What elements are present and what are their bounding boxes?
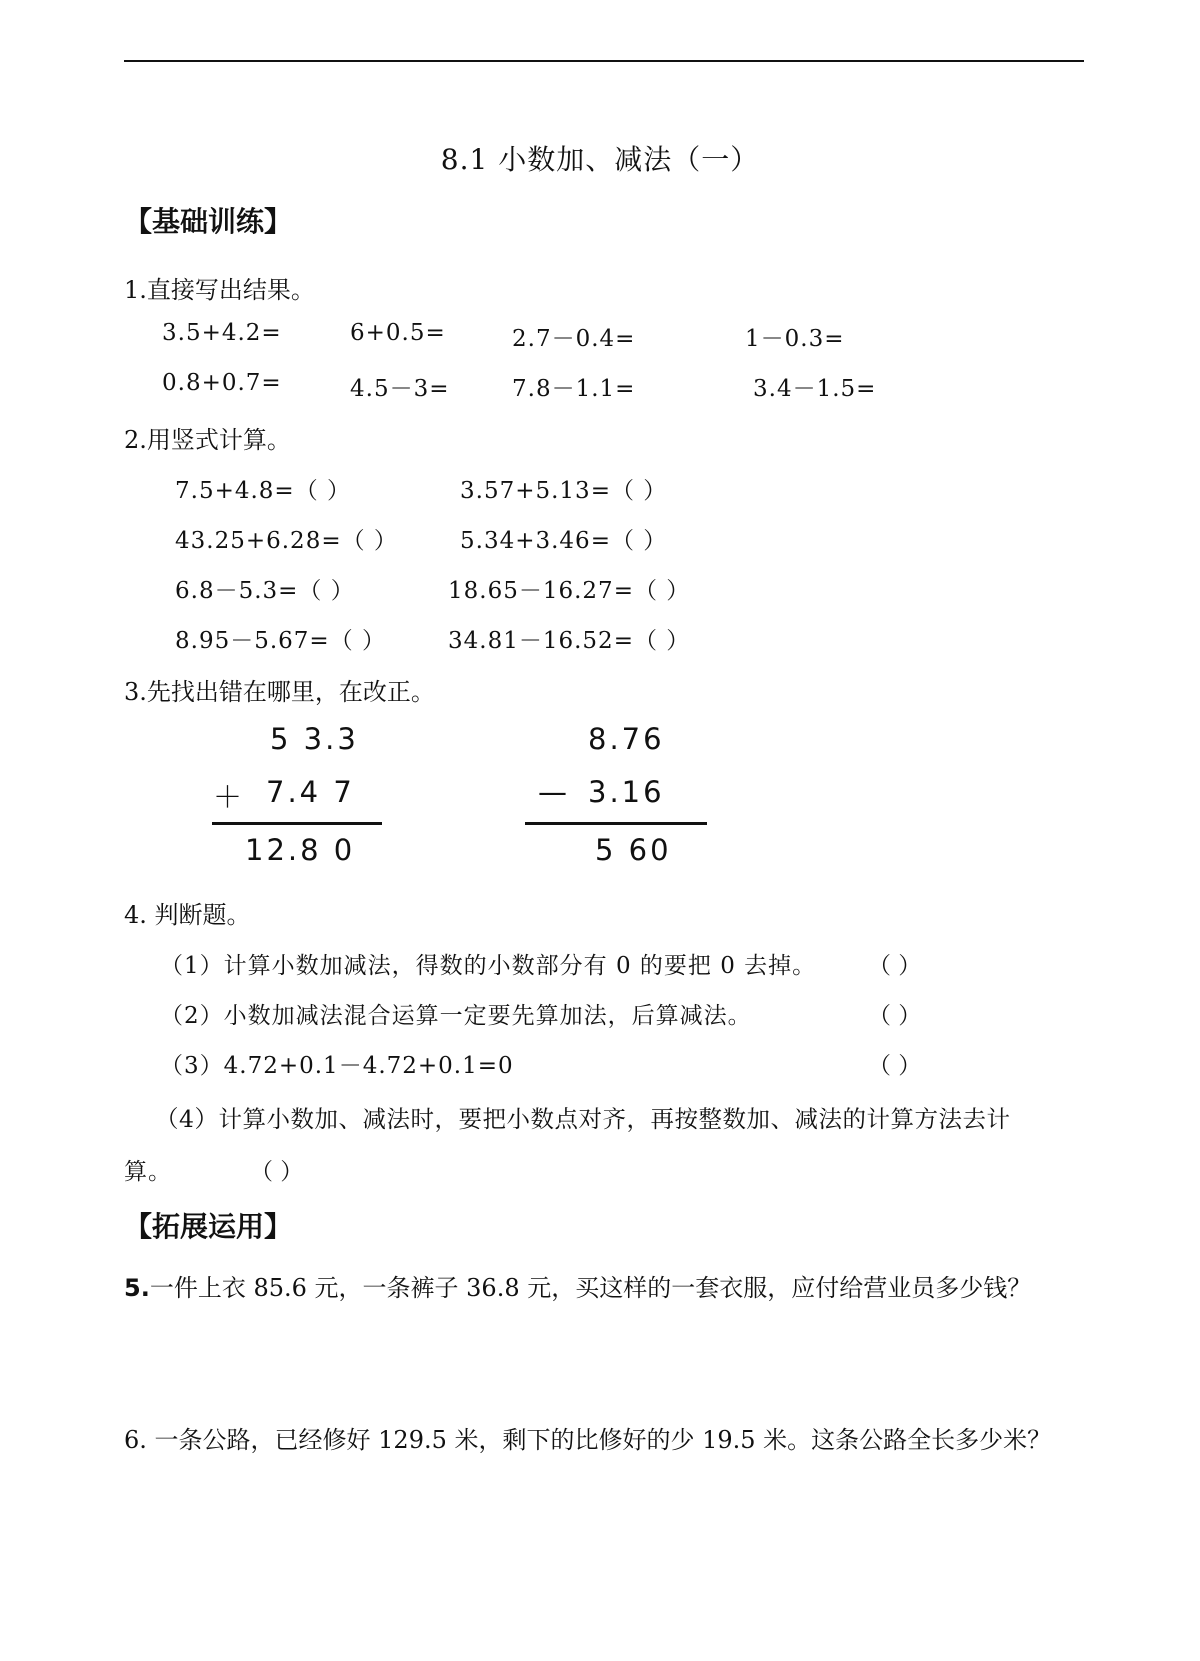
q6-question: 6. 一条公路，已经修好 129.5 米，剩下的比修好的少 19.5 米。这条公路全长多少米？ <box>124 1426 1052 1454</box>
plus-sign: ＋ <box>213 780 246 814</box>
minus-sign: — <box>538 775 570 809</box>
judge-item-continued: 算。 <box>124 1159 172 1185</box>
q1-expr: 3.5+4.2= <box>162 320 282 346</box>
q2-item: 7.5+4.8=（ ） <box>175 478 352 504</box>
q2-item: 18.65－16.27=（ ） <box>448 578 691 604</box>
q2-prompt: 2.用竖式计算。 <box>124 426 291 454</box>
answer-blank: （ ） <box>868 953 922 979</box>
q2-item: 5.34+3.46=（ ） <box>460 528 668 554</box>
q1-prompt: 1.直接写出结果。 <box>124 276 315 304</box>
answer-blank: （ ） <box>868 1053 922 1079</box>
q2-item: 43.25+6.28=（ ） <box>175 528 398 554</box>
q1-expr: 2.7－0.4= <box>512 326 636 352</box>
section-extend-heading: 【拓展运用】 <box>124 1210 293 1243</box>
top-rule <box>124 60 1084 62</box>
answer-blank: （ ） <box>250 1159 304 1185</box>
q2-item: 6.8－5.3=（ ） <box>175 578 355 604</box>
calc-rule <box>212 822 382 825</box>
judge-item: （3）4.72+0.1－4.72+0.1=0 <box>160 1053 514 1079</box>
difference-result: 5 60 <box>595 833 672 867</box>
q1-expr: 3.4－1.5= <box>753 376 877 402</box>
calc-rule <box>525 822 707 825</box>
q5-text: 一件上衣 85.6 元，一条裤子 36.8 元，买这样的一套衣服，应付给营业员多少钱？ <box>149 1274 1032 1302</box>
judge-item: （2）小数加减法混合运算一定要先算加法，后算减法。 <box>160 1003 752 1029</box>
q2-item: 8.95－5.67=（ ） <box>175 628 387 654</box>
answer-blank: （ ） <box>868 1003 922 1029</box>
q1-expr: 0.8+0.7= <box>162 370 282 396</box>
addend-top: 5 3.3 <box>270 722 359 756</box>
q1-expr: 4.5－3= <box>350 376 450 402</box>
page-title: 8.1 小数加、减法（一） <box>440 143 760 176</box>
q5-question <box>124 1268 1031 1303</box>
q2-item: 3.57+5.13=（ ） <box>460 478 668 504</box>
judge-item: （4）计算小数加、减法时，要把小数点对齐，再按整数加、减法的计算方法去计 <box>155 1105 1011 1133</box>
q2-item: 34.81－16.52=（ ） <box>448 628 691 654</box>
subtrahend: 3.16 <box>588 775 665 809</box>
minuend: 8.76 <box>588 722 665 756</box>
section-basic-heading: 【基础训练】 <box>124 205 293 238</box>
q4-prompt: 4. 判断题。 <box>124 901 251 929</box>
q1-expr: 1－0.3= <box>745 326 845 352</box>
q1-expr: 7.8－1.1= <box>512 376 636 402</box>
q1-expr: 6+0.5= <box>350 320 446 346</box>
q5-number: 5. <box>124 1274 150 1302</box>
sum-result: 12.8 0 <box>245 833 356 867</box>
addend-bottom: 7.4 7 <box>266 775 355 809</box>
judge-item: （1）计算小数加减法，得数的小数部分有 0 的要把 0 去掉。 <box>160 953 817 979</box>
q3-prompt: 3.先找出错在哪里，在改正。 <box>124 678 435 706</box>
